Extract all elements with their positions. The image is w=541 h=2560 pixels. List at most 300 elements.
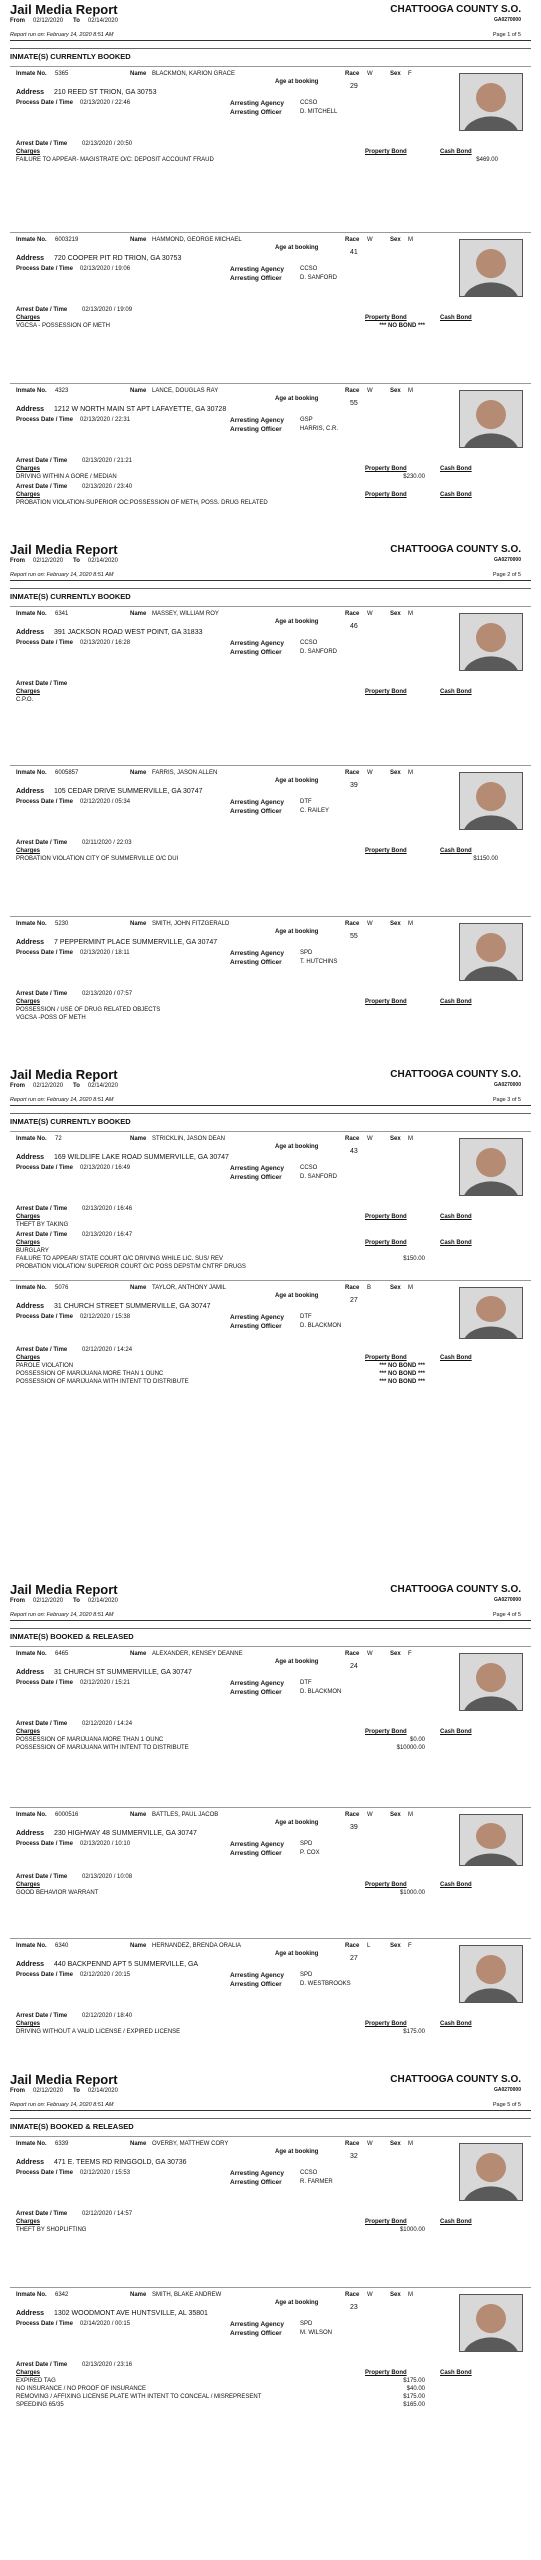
arresting-officer-label: Arresting Officer — [230, 109, 282, 116]
cash-bond-amount: $1150.00 — [473, 856, 498, 862]
agency-name: CHATTOOGA COUNTY S.O. — [390, 1584, 521, 1595]
cash-bond-label: Cash Bond — [440, 492, 472, 498]
cash-bond-label: Cash Bond — [440, 848, 472, 854]
charges-label: Charges — [16, 848, 41, 854]
portrait-silhouette — [460, 1288, 522, 1338]
inmate-name: STRICKLIN, JASON DEAN — [152, 1136, 226, 1142]
date-range — [10, 1083, 128, 1089]
arrest-date-value: 02/12/2020 / 14:24 — [82, 1721, 133, 1727]
cash-bond-label: Cash Bond — [440, 1240, 472, 1246]
mugshot-photo — [459, 613, 523, 671]
to-date: 02/14/2020 — [87, 1083, 118, 1089]
arresting-officer: C. RAILEY — [300, 808, 330, 814]
charge-description: POSSESSION OF MARIJUANA MORE THAN 1 OUNC — [16, 1737, 164, 1743]
property-bond-label: Property Bond — [365, 1214, 407, 1220]
property-bond-label: Property Bond — [365, 1355, 407, 1361]
charge-description: GOOD BEHAVIOR WARRANT — [16, 1890, 99, 1896]
inmate-record — [10, 606, 531, 765]
portrait-silhouette — [460, 773, 522, 829]
arresting-agency: SPD — [300, 1972, 313, 1978]
agency-name: CHATTOOGA COUNTY S.O. — [390, 544, 521, 555]
charge-description: PAROLE VIOLATION — [16, 1363, 74, 1369]
inmate-record — [10, 1938, 531, 2074]
cash-bond-label: Cash Bond — [440, 1729, 472, 1735]
arresting-agency: CCSO — [300, 1165, 318, 1171]
property-bond-label: Property Bond — [365, 1729, 407, 1735]
mugshot-photo — [459, 923, 523, 981]
cash-bond-label: Cash Bond — [440, 2370, 472, 2376]
agency-name: CHATTOOGA COUNTY S.O. — [390, 4, 521, 15]
property-bond-label: Property Bond — [365, 689, 407, 695]
address-label: Address — [16, 2159, 45, 2166]
inmate-name: SMITH, JOHN FITZGERALD — [152, 921, 230, 927]
property-bond-amount: $150.00 — [403, 1256, 425, 1262]
mugshot-photo — [459, 390, 523, 448]
name-label: Name — [130, 611, 147, 617]
cash-bond-label: Cash Bond — [440, 1214, 472, 1220]
charges-label: Charges — [16, 149, 41, 155]
arrest-date-label: Arrest Date / Time — [16, 141, 68, 147]
arresting-officer: D. SANFORD — [300, 1174, 338, 1180]
inmate-no: 6342 — [55, 2292, 69, 2298]
process-value: 02/13/2020 / 16:28 — [80, 640, 131, 646]
address-value: 105 CEDAR DRIVE SUMMERVILLE, GA 30747 — [54, 788, 203, 795]
section-heading: INMATE(S) CURRENTLY BOOKED — [10, 588, 531, 606]
race-value: W — [367, 71, 373, 77]
age-value: 41 — [350, 249, 358, 256]
arresting-agency: CCSO — [300, 2170, 318, 2176]
charges-label: Charges — [16, 689, 41, 695]
arresting-officer: D. BLACKMON — [300, 1689, 342, 1695]
arrest-date-label: Arrest Date / Time — [16, 484, 68, 490]
age-value: 55 — [350, 400, 358, 407]
report-title: Jail Media Report — [10, 2, 118, 17]
process-label: Process Date / Time — [16, 266, 73, 272]
header-divider — [10, 40, 531, 41]
name-label: Name — [130, 1943, 147, 1949]
sex-label: Sex — [390, 1812, 401, 1818]
charge-description: POSSESSION OF MARIJUANA WITH INTENT TO DISTRIBUTE — [16, 1745, 189, 1751]
age-label: Age at booking — [275, 1659, 319, 1665]
inmate-record — [10, 383, 531, 549]
portrait-silhouette — [460, 2295, 522, 2351]
inmate-no-label: Inmate No. — [16, 921, 47, 927]
property-bond-amount: $0.00 — [409, 1737, 425, 1743]
address-label: Address — [16, 788, 45, 795]
arrest-date-value: 02/13/2020 / 23:40 — [82, 484, 133, 490]
cash-bond-label: Cash Bond — [440, 1882, 472, 1888]
process-label: Process Date / Time — [16, 950, 73, 956]
arresting-agency: CCSO — [300, 266, 318, 272]
portrait-silhouette — [460, 614, 522, 670]
inmate-no-label: Inmate No. — [16, 2292, 47, 2298]
mugshot-photo — [459, 2143, 523, 2201]
property-bond-amount: $1000.00 — [399, 2227, 425, 2233]
inmate-no: 4323 — [55, 388, 69, 394]
from-date: 02/12/2020 — [33, 18, 64, 24]
sex-value: M — [408, 237, 413, 243]
charge-description: POSSESSION / USE OF DRUG RELATED OBJECTS — [16, 1007, 161, 1013]
address-value: 391 JACKSON ROAD WEST POINT, GA 31833 — [54, 629, 203, 636]
report-page — [0, 1065, 541, 1409]
age-label: Age at booking — [275, 929, 319, 935]
arresting-agency: CCSO — [300, 640, 318, 646]
charge-description: FAILURE TO APPEAR- MAGISTRATE O/C: DEPOSIT ACCOUNT FRAUD — [16, 157, 214, 163]
to-label: To — [73, 1083, 80, 1089]
process-label: Process Date / Time — [16, 1972, 73, 1978]
arresting-agency-label: Arresting Agency — [230, 2321, 284, 2328]
cash-bond-label: Cash Bond — [440, 315, 472, 321]
arresting-officer-label: Arresting Officer — [230, 2179, 282, 2186]
address-value: 169 WILDLIFE LAKE ROAD SUMMERVILLE, GA 30747 — [54, 1154, 229, 1161]
property-bond-amount: $175.00 — [403, 2394, 425, 2400]
arresting-officer-label: Arresting Officer — [230, 1850, 282, 1857]
arrest-date-value: 02/11/2020 / 22:03 — [82, 840, 132, 846]
to-label: To — [73, 18, 80, 24]
race-label: Race — [345, 388, 360, 394]
arrest-date-value: 02/13/2020 / 07:57 — [82, 991, 133, 997]
property-bond-label: Property Bond — [365, 999, 407, 1005]
inmate-no: 6465 — [55, 1651, 69, 1657]
sex-value: F — [408, 71, 412, 77]
age-value: 24 — [350, 1663, 358, 1670]
sex-value: F — [408, 1651, 412, 1657]
report-title: Jail Media Report — [10, 2072, 118, 2087]
charge-description: SPEEDING 65/35 — [16, 2402, 64, 2408]
age-value: 32 — [350, 2153, 358, 2160]
property-bond-amount: $175.00 — [403, 2378, 425, 2384]
charges-label: Charges — [16, 466, 41, 472]
arresting-officer-label: Arresting Officer — [230, 1689, 282, 1696]
inmate-no-label: Inmate No. — [16, 237, 47, 243]
arresting-officer-label: Arresting Officer — [230, 808, 282, 815]
inmate-name: OVERBY, MATTHEW CORY — [152, 2141, 229, 2147]
inmate-no: 6003219 — [55, 237, 79, 243]
age-value: 39 — [350, 782, 358, 789]
inmate-no-label: Inmate No. — [16, 770, 47, 776]
arrest-date-value: 02/13/2020 / 19:09 — [82, 307, 133, 313]
arresting-agency: SPD — [300, 950, 313, 956]
page-number: Page 2 of 5 — [492, 572, 521, 578]
charges-label: Charges — [16, 1729, 41, 1735]
from-date: 02/12/2020 — [33, 2088, 64, 2094]
inmate-no: 5230 — [55, 921, 69, 927]
arresting-agency: SPD — [300, 1841, 313, 1847]
arresting-agency-label: Arresting Agency — [230, 950, 284, 957]
race-value: W — [367, 237, 373, 243]
from-label: From — [10, 18, 25, 24]
mugshot-photo — [459, 2294, 523, 2352]
process-value: 02/12/2020 / 05:34 — [80, 799, 131, 805]
cash-bond-label: Cash Bond — [440, 466, 472, 472]
process-label: Process Date / Time — [16, 417, 73, 423]
age-value: 27 — [350, 1955, 358, 1962]
to-date: 02/14/2020 — [87, 1598, 118, 1604]
report-title: Jail Media Report — [10, 542, 118, 557]
address-value: 7 PEPPERMINT PLACE SUMMERVILLE, GA 30747 — [54, 939, 218, 946]
process-value: 02/12/2020 / 15:38 — [80, 1314, 131, 1320]
ori-number: GA0270000 — [494, 17, 521, 23]
inmate-record — [10, 1131, 531, 1280]
to-label: To — [73, 1598, 80, 1604]
race-label: Race — [345, 2292, 360, 2298]
charge-description: DRIVING WITHOUT A VALID LICENSE / EXPIRED LICENSE — [16, 2029, 181, 2035]
inmate-no-label: Inmate No. — [16, 611, 47, 617]
cash-bond-label: Cash Bond — [440, 1355, 472, 1361]
from-date: 02/12/2020 — [33, 1598, 64, 1604]
portrait-silhouette — [460, 1815, 522, 1865]
arresting-agency: DTF — [300, 799, 312, 805]
arrest-date-value: 02/13/2020 / 20:50 — [82, 141, 133, 147]
arrest-date-value: 02/13/2020 / 21:21 — [82, 458, 133, 464]
cash-bond-label: Cash Bond — [440, 999, 472, 1005]
page-header — [0, 1580, 541, 1622]
process-value: 02/13/2020 / 18:11 — [80, 950, 130, 956]
race-label: Race — [345, 71, 360, 77]
name-label: Name — [130, 388, 147, 394]
arresting-agency: GSP — [300, 417, 313, 423]
inmate-no: 72 — [55, 1136, 62, 1142]
charge-description: C.P.O. — [16, 697, 34, 703]
process-value: 02/13/2020 / 22:46 — [80, 100, 131, 106]
mugshot-photo — [459, 1138, 523, 1196]
portrait-silhouette — [460, 74, 522, 130]
sex-label: Sex — [390, 770, 401, 776]
sex-label: Sex — [390, 2292, 401, 2298]
arresting-officer: D. SANFORD — [300, 275, 338, 281]
mugshot-photo — [459, 772, 523, 830]
charge-description: REMOVING / AFFIXING LICENSE PLATE WITH INTENT TO CONCEAL / MISREPRESENT — [16, 2394, 262, 2400]
mugshot-photo — [459, 239, 523, 297]
arresting-officer: D. MITCHELL — [300, 109, 338, 115]
date-range — [10, 18, 128, 24]
to-label: To — [73, 558, 80, 564]
name-label: Name — [130, 1285, 147, 1291]
charge-description: FAILURE TO APPEAR/ STATE COURT O/C DRIVING WHILE LIC. SUS/ REV — [16, 1256, 224, 1262]
mugshot-photo — [459, 1814, 523, 1866]
inmate-record — [10, 1807, 531, 1938]
arresting-officer-label: Arresting Officer — [230, 1323, 282, 1330]
name-label: Name — [130, 1812, 147, 1818]
inmate-no: 5365 — [55, 71, 69, 77]
arresting-agency: DTF — [300, 1314, 312, 1320]
race-value: W — [367, 388, 373, 394]
race-value: W — [367, 1651, 373, 1657]
portrait-silhouette — [460, 391, 522, 447]
process-value: 02/13/2020 / 19:06 — [80, 266, 131, 272]
cash-bond-label: Cash Bond — [440, 2021, 472, 2027]
inmate-no: 6340 — [55, 1943, 69, 1949]
address-value: 440 BACKPENND APT 5 SUMMERVILLE, GA — [54, 1961, 199, 1968]
race-label: Race — [345, 237, 360, 243]
arrest-date-label: Arrest Date / Time — [16, 1347, 68, 1353]
report-run-on: Report run on: February 14, 2020 8:51 AM — [10, 1097, 114, 1103]
arresting-agency-label: Arresting Agency — [230, 1314, 284, 1321]
from-label: From — [10, 2088, 25, 2094]
inmate-no: 6000516 — [55, 1812, 79, 1818]
arresting-officer-label: Arresting Officer — [230, 426, 282, 433]
age-value: 39 — [350, 1824, 358, 1831]
mugshot-photo — [459, 1287, 523, 1339]
arrest-date-label: Arrest Date / Time — [16, 2362, 68, 2368]
process-label: Process Date / Time — [16, 2321, 73, 2327]
inmate-no: 6341 — [55, 611, 69, 617]
arresting-agency-label: Arresting Agency — [230, 2170, 284, 2177]
sex-label: Sex — [390, 237, 401, 243]
charges-label: Charges — [16, 1214, 41, 1220]
page-number: Page 1 of 5 — [492, 32, 521, 38]
header-divider — [10, 1105, 531, 1106]
from-date: 02/12/2020 — [33, 1083, 64, 1089]
inmate-name: BLACKMON, KARION GRACE — [152, 71, 236, 77]
arresting-officer-label: Arresting Officer — [230, 2330, 282, 2337]
date-range — [10, 558, 128, 564]
charges-label: Charges — [16, 1240, 41, 1246]
process-value: 02/12/2020 / 20:15 — [80, 1972, 131, 1978]
from-label: From — [10, 1598, 25, 1604]
inmate-name: LANCE, DOUGLAS RAY — [152, 388, 219, 394]
charges-label: Charges — [16, 1355, 41, 1361]
name-label: Name — [130, 2292, 147, 2298]
address-value: 210 REED ST TRION, GA 30753 — [54, 89, 157, 96]
agency-name: CHATTOOGA COUNTY S.O. — [390, 1069, 521, 1080]
address-value: 31 CHURCH STREET SUMMERVILLE, GA 30747 — [54, 1303, 211, 1310]
report-page — [0, 1580, 541, 2074]
arrest-date-label: Arrest Date / Time — [16, 1206, 68, 1212]
inmate-record — [10, 2287, 531, 2448]
to-date: 02/14/2020 — [87, 558, 118, 564]
charge-description: EXPIRED TAG — [16, 2378, 56, 2384]
property-bond-label: Property Bond — [365, 466, 407, 472]
arresting-officer: T. HUTCHINS — [300, 959, 338, 965]
age-value: 43 — [350, 1148, 358, 1155]
arresting-officer: D. BLACKMON — [300, 1323, 342, 1329]
inmate-record — [10, 916, 531, 1077]
inmate-name: SMITH, BLAKE ANDREW — [152, 2292, 222, 2298]
arrest-date-value: 02/13/2020 / 10:08 — [82, 1874, 133, 1880]
sex-value: M — [408, 1136, 413, 1142]
process-value: 02/12/2020 / 15:53 — [80, 2170, 131, 2176]
property-bond-label: Property Bond — [365, 2370, 407, 2376]
report-title: Jail Media Report — [10, 1067, 118, 1082]
sex-label: Sex — [390, 611, 401, 617]
sex-label: Sex — [390, 388, 401, 394]
race-label: Race — [345, 770, 360, 776]
race-value: W — [367, 2292, 373, 2298]
process-value: 02/12/2020 / 15:21 — [80, 1680, 131, 1686]
charges-label: Charges — [16, 2219, 41, 2225]
report-title: Jail Media Report — [10, 1582, 118, 1597]
cash-bond-label: Cash Bond — [440, 689, 472, 695]
name-label: Name — [130, 2141, 147, 2147]
age-label: Age at booking — [275, 1820, 319, 1826]
arresting-agency: SPD — [300, 2321, 313, 2327]
inmate-name: TAYLOR, ANTHONY JAMIL — [152, 1285, 227, 1291]
arrest-date-value: 02/13/2020 / 16:46 — [82, 1206, 133, 1212]
age-label: Age at booking — [275, 2149, 319, 2155]
from-label: From — [10, 1083, 25, 1089]
arrest-date-value: 02/13/2020 / 23:16 — [82, 2362, 133, 2368]
arrest-date-label: Arrest Date / Time — [16, 2013, 68, 2019]
sex-value: M — [408, 1285, 413, 1291]
property-bond-label: Property Bond — [365, 2219, 407, 2225]
race-value: W — [367, 770, 373, 776]
inmate-no-label: Inmate No. — [16, 1285, 47, 1291]
header-divider — [10, 580, 531, 581]
process-label: Process Date / Time — [16, 640, 73, 646]
race-label: Race — [345, 1285, 360, 1291]
address-value: 31 CHURCH ST SUMMERVILLE, GA 30747 — [54, 1669, 192, 1676]
inmate-record — [10, 232, 531, 383]
race-label: Race — [345, 611, 360, 617]
date-range — [10, 2088, 128, 2094]
property-bond-amount: $230.00 — [403, 474, 425, 480]
ori-number: GA0270000 — [494, 1597, 521, 1603]
process-label: Process Date / Time — [16, 2170, 73, 2176]
address-value: 1302 WOODMONT AVE HUNTSVILLE, AL 35801 — [54, 2310, 208, 2317]
inmate-name: FARRIS, JASON ALLEN — [152, 770, 218, 776]
arrest-date-label: Arrest Date / Time — [16, 307, 68, 313]
sex-label: Sex — [390, 1136, 401, 1142]
age-value: 27 — [350, 1297, 358, 1304]
inmate-no: 6005857 — [55, 770, 79, 776]
inmate-name: HERNANDEZ, BRENDA ORALIA — [152, 1943, 242, 1949]
report-run-on: Report run on: February 14, 2020 8:51 AM — [10, 2102, 114, 2108]
process-label: Process Date / Time — [16, 100, 73, 106]
arresting-agency: CCSO — [300, 100, 318, 106]
charge-description: DRIVING WITHIN A GORE / MEDIAN — [16, 474, 117, 480]
charges-label: Charges — [16, 2021, 41, 2027]
race-value: W — [367, 1136, 373, 1142]
arresting-agency-label: Arresting Agency — [230, 1841, 284, 1848]
inmate-record — [10, 765, 531, 916]
page-number: Page 4 of 5 — [492, 1612, 521, 1618]
process-value: 02/13/2020 / 22:31 — [80, 417, 131, 423]
sex-value: M — [408, 388, 413, 394]
arrest-date-label: Arrest Date / Time — [16, 1721, 68, 1727]
arresting-officer: R. FARMER — [300, 2179, 333, 2185]
to-date: 02/14/2020 — [87, 2088, 118, 2094]
ori-number: GA0270000 — [494, 2087, 521, 2093]
ori-number: GA0270000 — [494, 1082, 521, 1088]
from-label: From — [10, 558, 25, 564]
sex-label: Sex — [390, 1943, 401, 1949]
portrait-silhouette — [460, 1139, 522, 1195]
age-label: Age at booking — [275, 2300, 319, 2306]
arresting-officer: D. WESTBROOKS — [300, 1981, 351, 1987]
property-bond-label: Property Bond — [365, 149, 407, 155]
charges-label: Charges — [16, 1882, 41, 1888]
race-label: Race — [345, 2141, 360, 2147]
charge-description: PROBATION VIOLATION CITY OF SUMMERVILLE O/C DUI — [16, 856, 179, 862]
sex-value: M — [408, 2141, 413, 2147]
age-label: Age at booking — [275, 396, 319, 402]
address-label: Address — [16, 1154, 45, 1161]
page-header — [0, 0, 541, 42]
arrest-date-value: 02/12/2020 / 14:24 — [82, 1347, 133, 1353]
arrest-date-label: Arrest Date / Time — [16, 991, 68, 997]
process-value: 02/14/2020 / 00:15 — [80, 2321, 131, 2327]
age-value: 29 — [350, 83, 358, 90]
age-value: 46 — [350, 623, 358, 630]
inmate-no-label: Inmate No. — [16, 71, 47, 77]
address-label: Address — [16, 629, 45, 636]
portrait-silhouette — [460, 924, 522, 980]
inmate-record — [10, 2136, 531, 2287]
header-divider — [10, 1620, 531, 1621]
age-label: Age at booking — [275, 778, 319, 784]
inmate-no-label: Inmate No. — [16, 1943, 47, 1949]
